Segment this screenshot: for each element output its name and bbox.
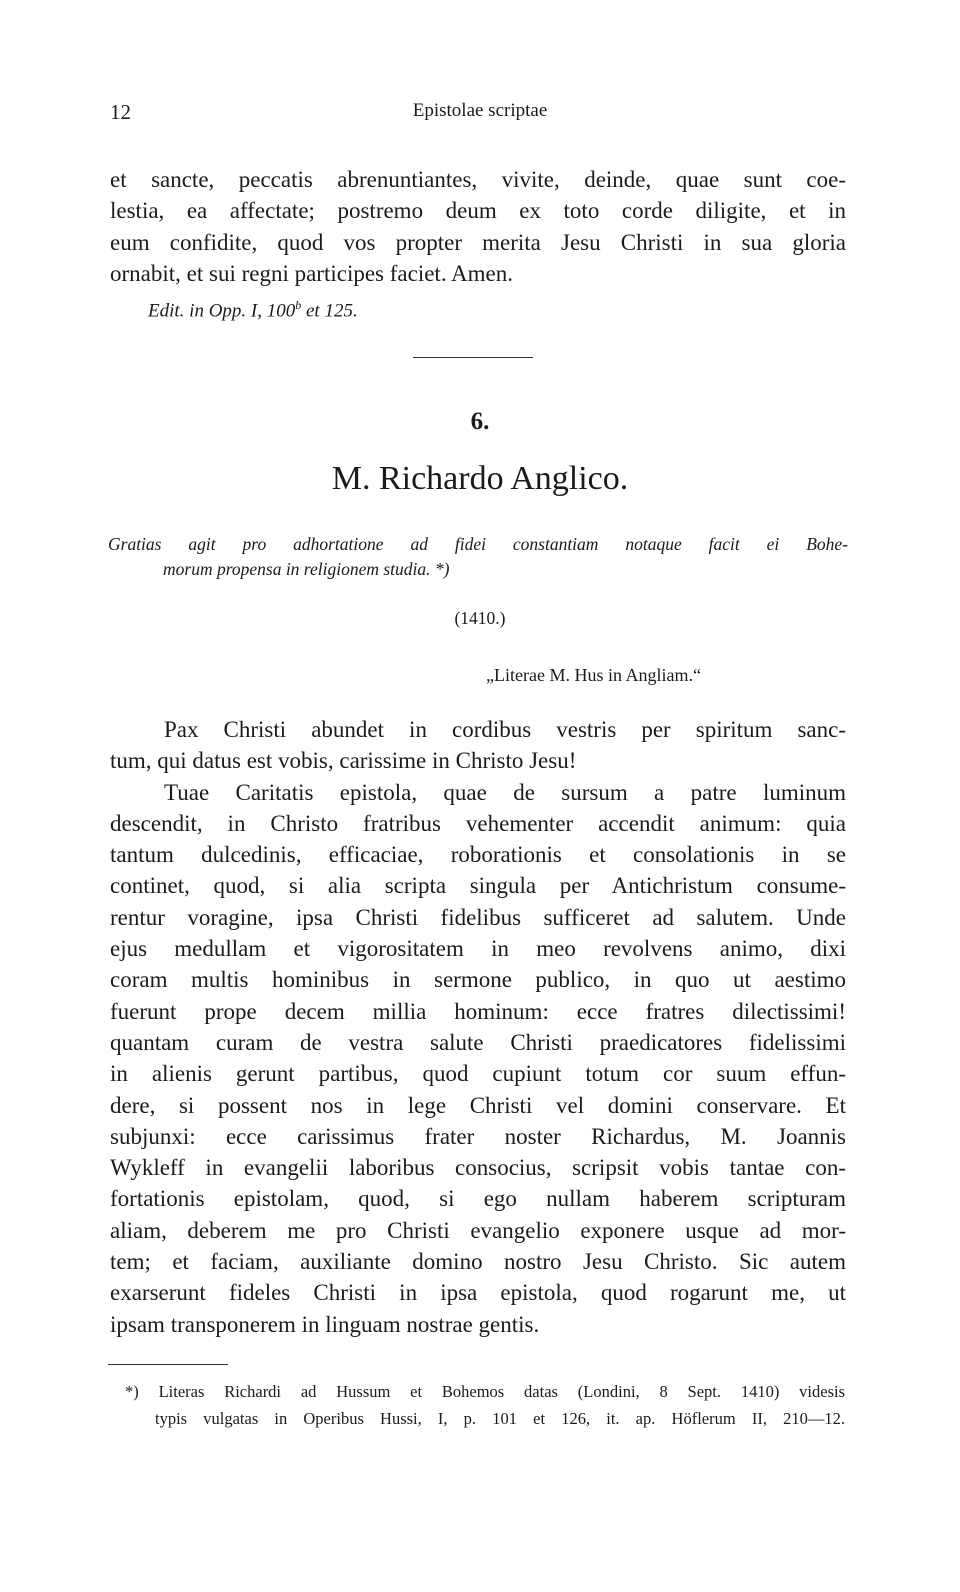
text-line: tum, qui datus est vobis, carissime in Christo Jesu! bbox=[110, 748, 577, 774]
footnote bbox=[125, 1378, 845, 1432]
text-line: tantum dulcedinis, efficaciae, roborationis et consolationis in se bbox=[110, 842, 846, 868]
edition-reference-suffix: et 125. bbox=[301, 300, 358, 322]
text-line: lestia, ea affectate; postremo deum ex toto corde diligite, et in bbox=[110, 198, 846, 224]
footnote-line: *) Literas Richardi ad Hussum et Bohemos datas (Londini, 8 Sept. 1410) videsis bbox=[125, 1382, 845, 1401]
text-line: fortationis epistolam, quod, si ego nullam haberem scripturam bbox=[110, 1186, 846, 1212]
letter-title: M. Richardo Anglico. bbox=[331, 460, 629, 497]
text-line: aliam, deberem me pro Christi evangelio exponere usque ad mor- bbox=[110, 1217, 846, 1243]
letter-body bbox=[110, 714, 846, 1340]
text-line: ipsam transponerem in linguam nostrae gentis. bbox=[110, 1311, 540, 1337]
running-title: Epistolae scriptae bbox=[412, 100, 548, 121]
text-line: dere, si possent nos in lege Christi vel domini conservare. Et bbox=[110, 1092, 846, 1118]
text-line: fuerunt prope decem millia hominum: ecce fratres dilectissimi! bbox=[110, 998, 846, 1024]
letter-source-label: „Literae M. Hus in Angliam.“ bbox=[486, 665, 701, 685]
page-header bbox=[110, 100, 850, 130]
text-line: rentur voragine, ipsa Christi fidelibus sufficeret ad salutem. Unde bbox=[110, 904, 846, 930]
footnote-divider bbox=[108, 1364, 228, 1365]
edition-reference bbox=[148, 298, 358, 322]
text-line: in alienis gerunt partibus, quod cupiunt totum cor suum effun- bbox=[110, 1061, 846, 1087]
text-line: exarserunt fideles Christi in ipsa epistola, quod rogarunt me, ut bbox=[110, 1280, 846, 1306]
section-divider bbox=[413, 357, 533, 358]
page-number: 12 bbox=[110, 100, 131, 124]
letter-summary bbox=[108, 532, 848, 582]
text-line: Tuae Caritatis epistola, quae de sursum a patre luminum bbox=[164, 779, 846, 805]
text-line: coram multis hominibus in sermone publico, in quo ut aestimo bbox=[110, 967, 846, 993]
letter-number: 6. bbox=[470, 408, 490, 435]
text-line: et sancte, peccatis abrenuntiantes, vivite, deinde, quae sunt coe- bbox=[110, 167, 846, 192]
text-line: ornabit, et sui regni participes faciet. Amen. bbox=[110, 260, 514, 286]
letter-date: (1410.) bbox=[454, 608, 506, 628]
edition-reference-prefix: Edit. in Opp. I, 100 bbox=[148, 300, 296, 322]
summary-line: Gratias agit pro adhortatione ad fidei constantiam notaque facit ei Bohe- bbox=[108, 534, 848, 554]
summary-line: morum propensa in religionem studia. *) bbox=[163, 559, 450, 579]
top-paragraph bbox=[110, 164, 846, 289]
text-line: quantam curam de vestra salute Christi praedicatores fidelissimi bbox=[110, 1029, 846, 1055]
footnote-line: typis vulgatas in Operibus Hussi, I, p. 101 et 126, it. ap. Höflerum II, 210—12. bbox=[155, 1409, 845, 1428]
text-line: Pax Christi abundet in cordibus vestris per spiritum sanc- bbox=[164, 717, 846, 742]
text-line: descendit, in Christo fratribus vehementer accendit animum: quia bbox=[110, 810, 846, 836]
text-line: subjunxi: ecce carissimus frater noster Richardus, M. Joannis bbox=[110, 1123, 846, 1149]
edition-reference-superscript: b bbox=[295, 298, 302, 312]
text-line: ejus medullam et vigorositatem in meo revolvens animo, dixi bbox=[110, 936, 846, 962]
text-line: Wykleff in evangelii laboribus consocius, scripsit vobis tantae con- bbox=[110, 1155, 846, 1181]
text-line: tem; et faciam, auxiliante domino nostro Jesu Christo. Sic autem bbox=[110, 1249, 846, 1275]
text-line: continet, quod, si alia scripta singula per Antichristum consume- bbox=[110, 873, 846, 899]
text-line: eum confidite, quod vos propter merita Jesu Christi in sua gloria bbox=[110, 229, 846, 255]
